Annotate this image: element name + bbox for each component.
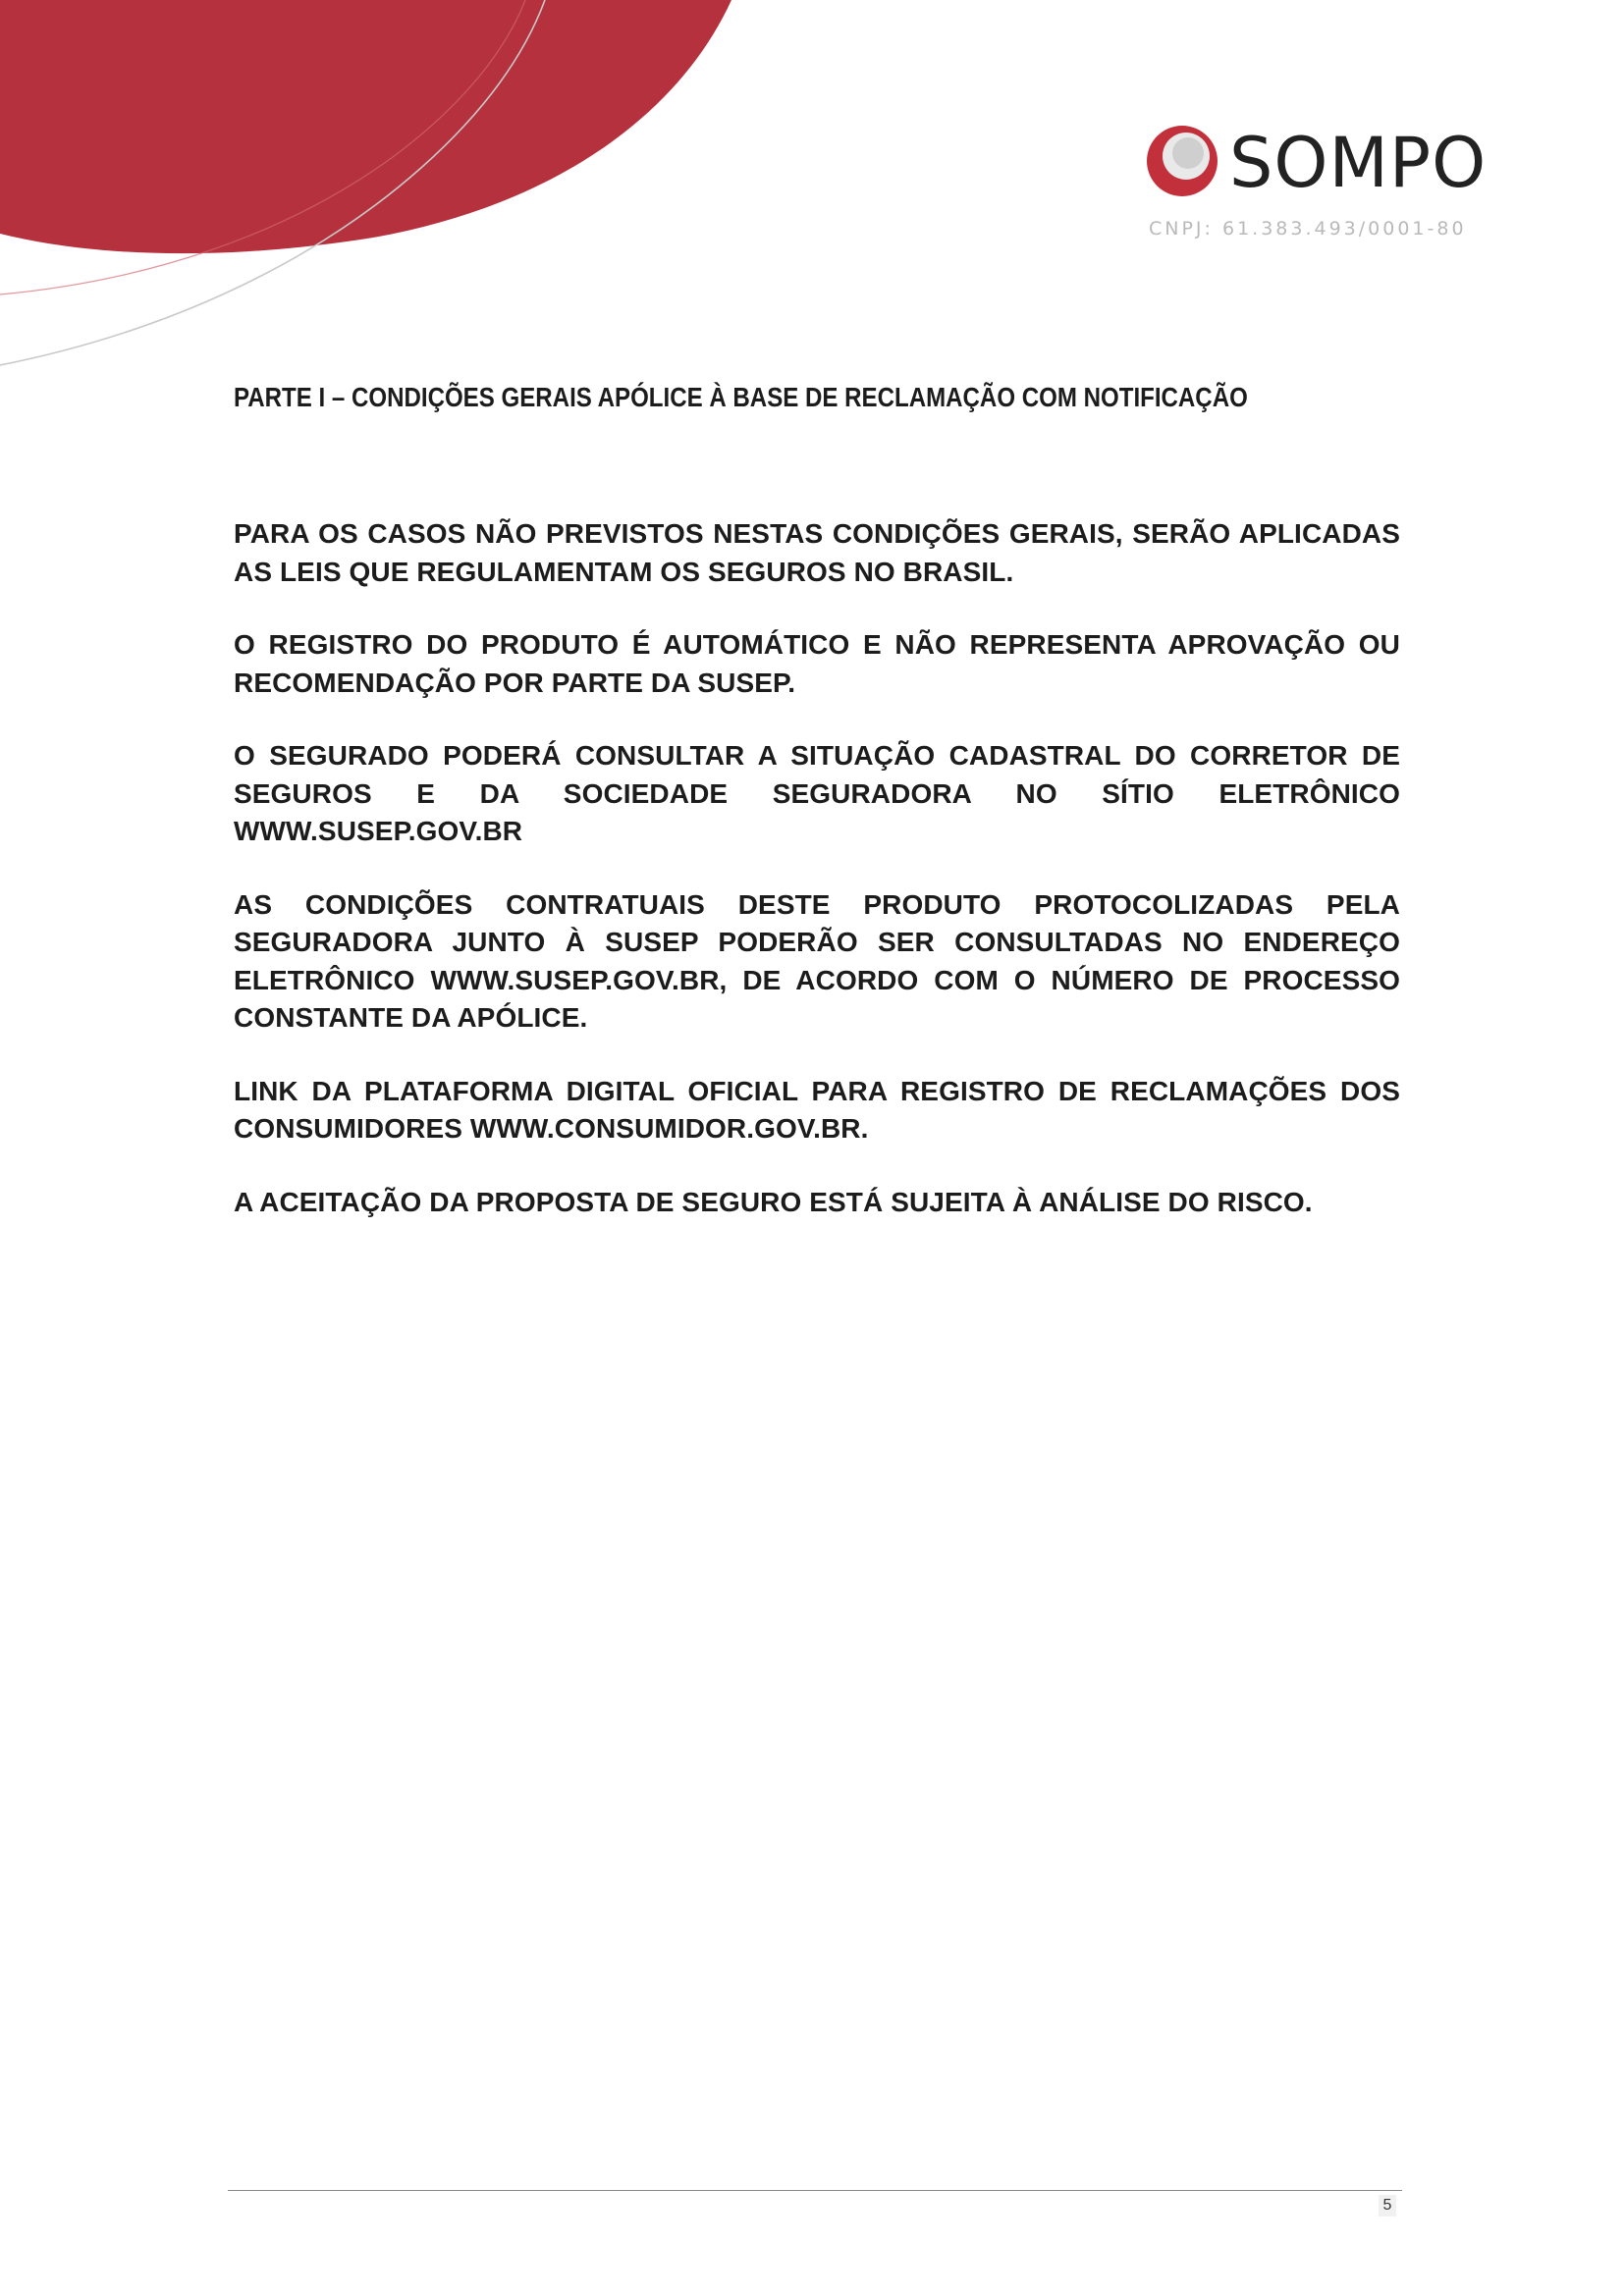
paragraph: AS CONDIÇÕES CONTRATUAIS DESTE PRODUTO PROTOCOLIZADAS PELA SEGURADORA JUNTO À SUSEP PODERÃO SER CONSULTADAS NO ENDEREÇO ELETRÔNICO WWW.SUSEP.GOV.BR, DE ACORDO COM O NÚMERO DE PROCESSO CONSTANTE DA APÓLICE.: [234, 888, 1400, 1033]
paragraph: PARA OS CASOS NÃO PREVISTOS NESTAS CONDIÇÕES GERAIS, SERÃO APLICADAS AS LEIS QUE REGULAMENTAM OS SEGUROS NO BRASIL.: [234, 518, 1400, 587]
footer-divider: [228, 2190, 1402, 2191]
paragraph: LINK DA PLATAFORMA DIGITAL OFICIAL PARA REGISTRO DE RECLAMAÇÕES DOS CONSUMIDORES WWW.CONSUMIDOR.GOV.BR.: [234, 1075, 1400, 1144]
document-body: [234, 515, 1400, 1256]
sompo-logo-mark-icon: [1145, 124, 1219, 198]
paragraph: O SEGURADO PODERÁ CONSULTAR A SITUAÇÃO CADASTRAL DO CORRETOR DE SEGUROS E DA SOCIEDADE SEGURADORA NO SÍTIO ELETRÔNICO WWW.SUSEP.GOV.BR: [234, 740, 1400, 846]
paragraph: O REGISTRO DO PRODUTO É AUTOMÁTICO E NÃO REPRESENTA APROVAÇÃO OU RECOMENDAÇÃO POR PARTE DA SUSEP.: [234, 629, 1400, 698]
paragraph: A ACEITAÇÃO DA PROPOSTA DE SEGURO ESTÁ SUJEITA À ANÁLISE DO RISCO.: [234, 1186, 1313, 1217]
cnpj-label: CNPJ: 61.383.493/0001-80: [1149, 218, 1467, 240]
page-number: 5: [1379, 2195, 1396, 2216]
company-logo: [1139, 116, 1512, 243]
logo-wordmark: SOMPO: [1229, 123, 1488, 203]
red-arc-shape: [0, 0, 731, 253]
document-heading: PARTE I – CONDIÇÕES GERAIS APÓLICE À BASE DE RECLAMAÇÃO COM NOTIFICAÇÃO: [234, 382, 1248, 412]
